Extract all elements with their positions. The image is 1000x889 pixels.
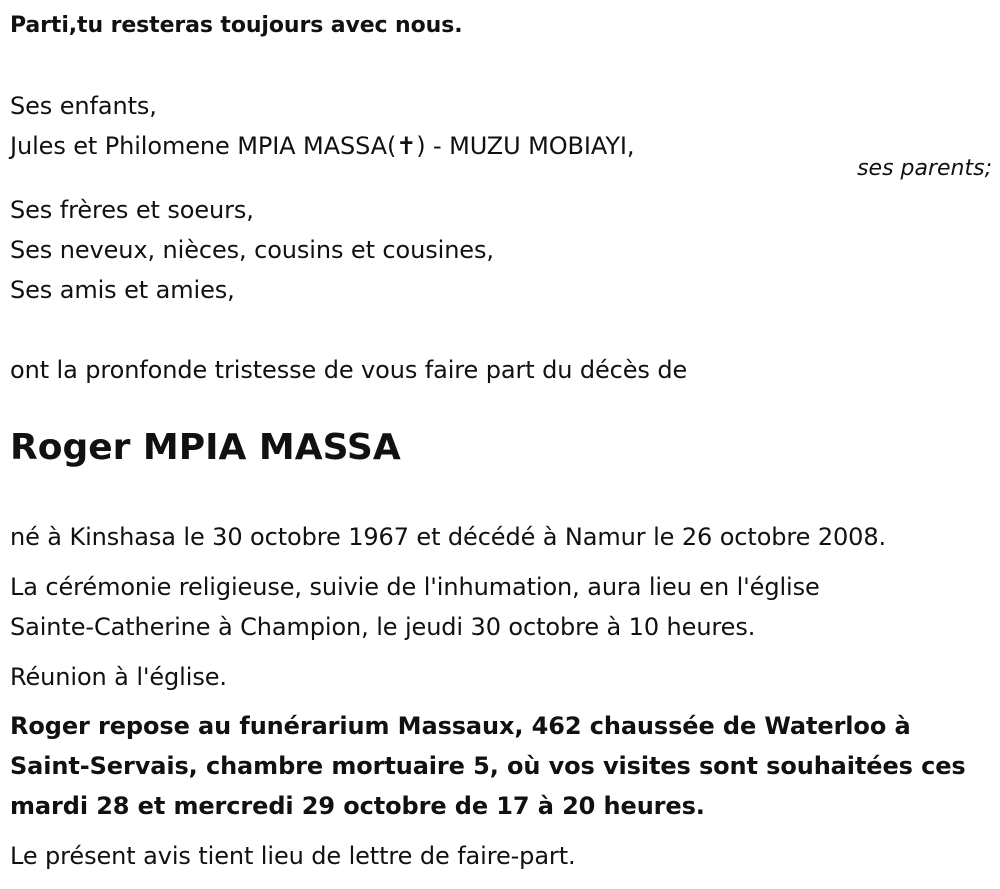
birth-death-line: né à Kinshasa le 30 octobre 1967 et décédé à Namur le 26 octobre 2008. — [10, 523, 887, 551]
meeting-line: Réunion à l'église. — [10, 663, 227, 691]
announcement-line: ont la pronfonde tristesse de vous faire part du décès de — [10, 356, 688, 384]
children-line: Ses enfants, — [10, 92, 157, 120]
ceremony-line-1: La cérémonie religieuse, suivie de l'inhumation, aura lieu en l'église — [10, 573, 820, 601]
deceased-name: Roger MPIA MASSA — [10, 427, 401, 468]
intro-line: Parti,tu resteras toujours avec nous. — [10, 13, 463, 38]
parents-note: ses parents; — [857, 156, 992, 181]
siblings-line: Ses frères et soeurs, — [10, 196, 254, 224]
friends-line: Ses amis et amies, — [10, 276, 235, 304]
visitation-line-3: mardi 28 et mercredi 29 octobre de 17 à 20 heures. — [10, 792, 705, 820]
parents-names-line: Jules et Philomene MPIA MASSA(✝) - MUZU MOBIAYI, — [10, 132, 635, 160]
closing-line: Le présent avis tient lieu de lettre de faire-part. — [10, 842, 576, 870]
cousins-line: Ses neveux, nièces, cousins et cousines, — [10, 236, 494, 264]
ceremony-line-2: Sainte-Catherine à Champion, le jeudi 30 octobre à 10 heures. — [10, 613, 756, 641]
visitation-line-1: Roger repose au funérarium Massaux, 462 chaussée de Waterloo à — [10, 712, 911, 740]
visitation-line-2: Saint-Servais, chambre mortuaire 5, où vos visites sont souhaitées ces — [10, 752, 966, 780]
